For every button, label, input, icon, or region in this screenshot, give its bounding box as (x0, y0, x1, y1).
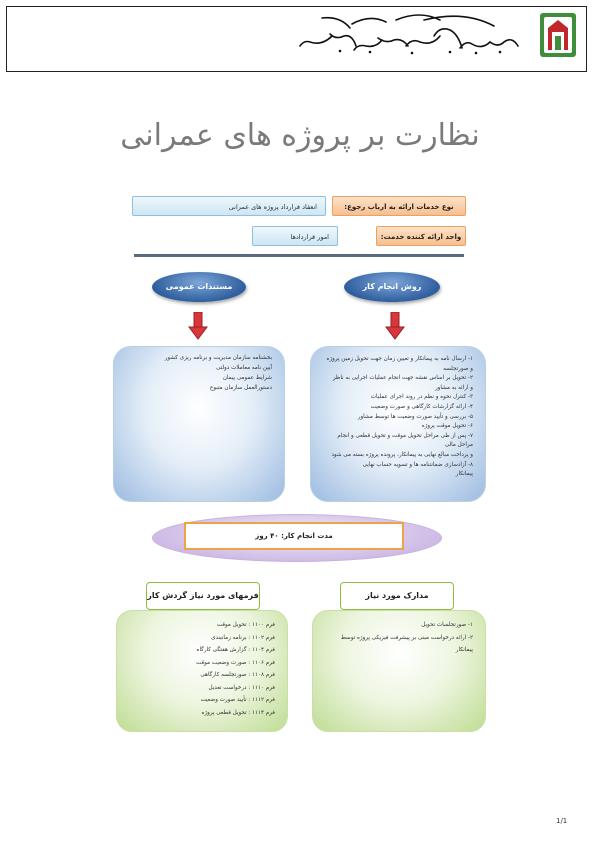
list-item: ۶- تحویل موقت پروژه (421, 423, 473, 430)
page-title: نظارت بر پروژه های عمرانی (120, 118, 480, 153)
list-item: و صورتجلسه (443, 365, 473, 372)
list-item: ۳- کنترل نحوه و نظم در روند اجرای عملیات (370, 394, 473, 401)
list-item: ۴- ارائه گزارشات کارگاهی و صورت وضعیت (370, 403, 473, 410)
list-item: بخشنامه سازمان مدیریت و برنامه ریزی کشور (164, 355, 272, 361)
required-docs-heading: مدارک مورد نیاز (340, 582, 454, 610)
general-docs-heading: مستندات عمومی (152, 272, 246, 302)
list-item: پیمانکار (455, 471, 473, 478)
provider-label: واحد ارائه کننده خدمت: (376, 226, 466, 246)
required-docs-list (325, 619, 473, 657)
list-item: و ارائه به مشاور (434, 384, 473, 391)
list-item: فرم ۱۱۱۴ : تحویل قطعی پروژه (201, 709, 275, 716)
list-item: فرم ۱۱۰۸ : صورتجلسه کارگاهی (200, 672, 275, 678)
forms-list (129, 619, 275, 719)
service-type-label: نوع خدمات ارائه به ارباب رجوع: (332, 196, 466, 216)
forms-heading: فرمهای مورد نیاز گردش کار (146, 582, 260, 610)
general-docs-list (126, 353, 272, 393)
list-item: ۸- آزادسازی ضمانتنامه ها و تسویه حساب نهایی (362, 461, 473, 468)
duration-text: مدت انجام کار: ۴۰ روز (184, 522, 404, 550)
general-docs-panel (113, 346, 285, 502)
list-item: ۲- تحویل بر اساس نقشه جهت انجام عملیات اجرایی به ناظر (332, 375, 473, 382)
service-type-value: انعقاد قرارداد پروژه های عمرانی (132, 196, 326, 216)
list-item: فرم ۱۱۰۶ : صورت وضعیت موقت (195, 659, 275, 666)
list-item: فرم ۱۱۰۰ : تحویل موقت (216, 622, 275, 628)
list-item: آیین نامه معاملات دولتی (216, 365, 272, 371)
list-item: ۱- ارسال نامه به پیمانکار و تعیین زمان جهت تحویل زمین پروژه (326, 356, 473, 362)
header-calligraphy-logotype (290, 6, 530, 58)
forms-panel (116, 610, 288, 732)
list-item: فرم ۱۱۰۲ : برنامه زمانبندی (211, 634, 275, 641)
page-number: 1/1 (556, 817, 568, 825)
method-panel (310, 346, 486, 502)
list-item: دستورالعمل سازمان متبوع (210, 385, 272, 391)
list-item: ۵- بررسی و تأیید صورت وضعیت ها توسط مشاور (357, 413, 473, 420)
method-heading: روش انجام کار (344, 272, 440, 302)
list-item: فرم ۱۱۱۰ : درخواست تعدیل (208, 684, 275, 691)
list-item: ۱- صورتجلسات تحویل (421, 622, 473, 628)
down-arrow-icon (385, 312, 405, 340)
provider-value: امور قراردادها (252, 226, 338, 246)
list-item: فرم ۱۱۱۲ : تأیید صورت وضعیت (200, 697, 275, 703)
method-list (323, 355, 473, 480)
list-item: فرم ۱۱۰۴ : گزارش هفتگی کارگاه (196, 647, 275, 653)
list-item: ۲- ارائه درخواست مبنی بر پیشرفت فیزیکی پروژه توسط پیمانکار (340, 634, 473, 653)
section-divider (134, 254, 464, 257)
required-docs-panel (312, 610, 486, 732)
down-arrow-icon (188, 312, 208, 340)
list-item: شرایط عمومی پیمان (222, 375, 272, 381)
list-item: ۷- پس از طی مراحل تحویل موقت و تحویل قطعی و انجام مراحل مالی (337, 432, 473, 449)
school-renovation-emblem-icon (539, 12, 577, 58)
list-item: و پرداخت مبالغ نهایی به پیمانکار، پرونده پروژه بسته می شود (331, 451, 473, 458)
